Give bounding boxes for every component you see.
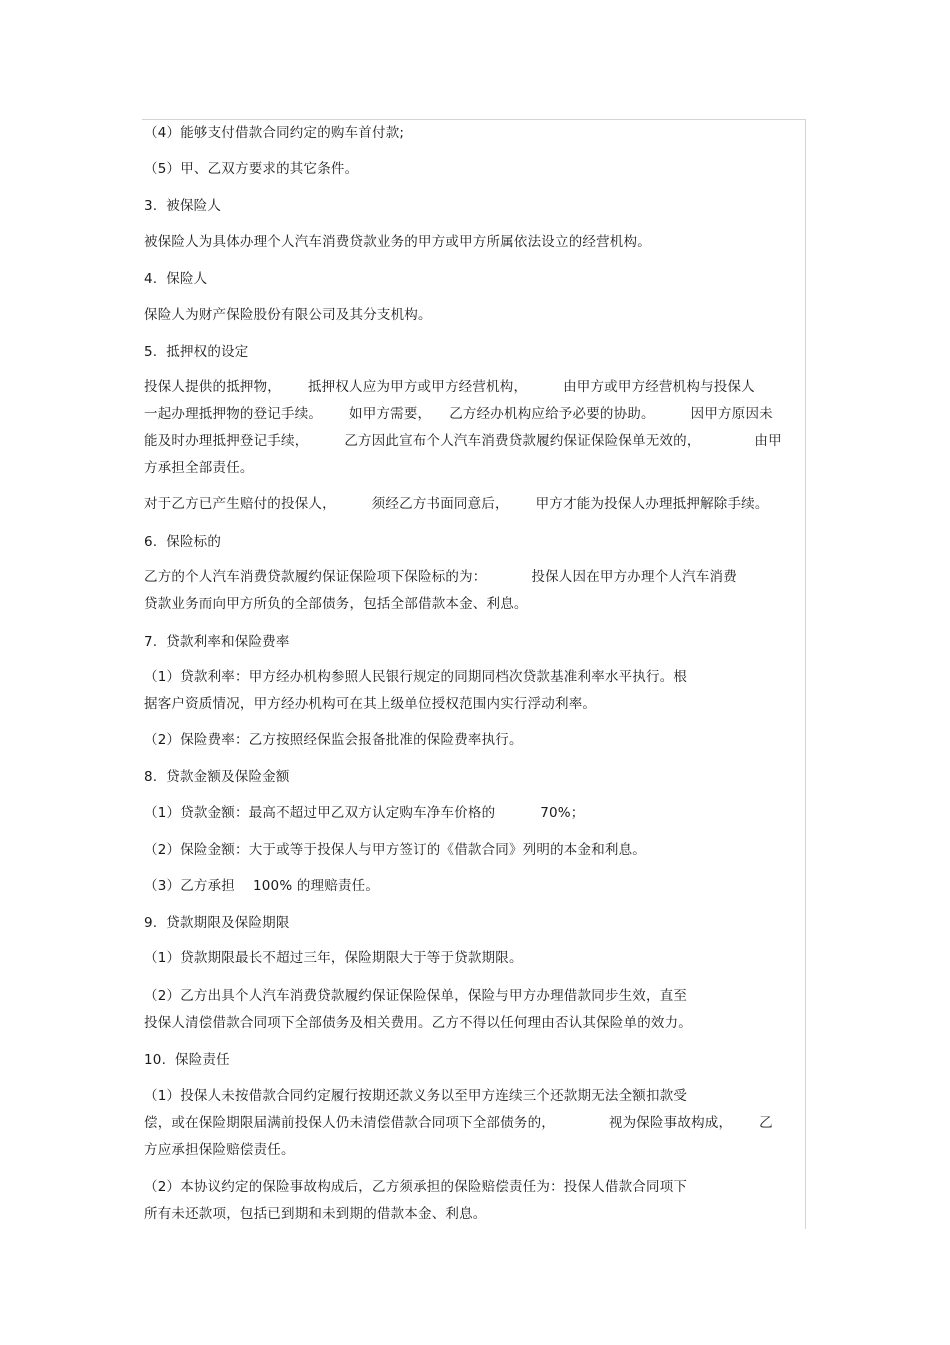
text-line: （5）甲、乙双方要求的其它条件。 bbox=[144, 161, 359, 177]
text-line: 贷款业务而向甲方所负的全部债务，包括全部借款本金、利息。 bbox=[144, 596, 528, 612]
text-line: 据客户资质情况，甲方经办机构可在其上级单位授权范围内实行浮动利率。 bbox=[144, 696, 597, 712]
text-line: 所有未还款项，包括已到期和未到期的借款本金、利息。 bbox=[144, 1206, 487, 1222]
text-line: 乙方的个人汽车消费贷款履约保证保险项下保险标的为： 投保人因在甲方办理个人汽车消费 bbox=[144, 569, 737, 585]
text-line: （2）乙方出具个人汽车消费贷款履约保证保险保单，保险与甲方办理借款同步生效，直至 bbox=[144, 988, 688, 1004]
text-line: （1）投保人未按借款合同约定履行按期还款义务以至甲方连续三个还款期无法全额扣款受 bbox=[144, 1088, 688, 1104]
text-line: 方承担全部责任。 bbox=[144, 460, 254, 476]
text-line: 被保险人为具体办理个人汽车消费贷款业务的甲方或甲方所属依法设立的经营机构。 bbox=[144, 234, 651, 250]
section-heading: 3. 被保险人 bbox=[144, 198, 222, 214]
text-line: 投保人清偿借款合同项下全部债务及相关费用。乙方不得以任何理由否认其保险单的效力。 bbox=[144, 1015, 692, 1031]
text-line: 保险人为财产保险股份有限公司及其分支机构。 bbox=[144, 307, 432, 323]
text-line: （1）贷款期限最长不超过三年，保险期限大于等于贷款期限。 bbox=[144, 950, 523, 966]
text-line: 一起办理抵押物的登记手续。 如甲方需要， 乙方经办机构应给予必要的协助。 因甲方原因未 bbox=[144, 406, 773, 422]
section-heading: 9. 贷款期限及保险期限 bbox=[144, 915, 290, 931]
text-line: 能及时办理抵押登记手续， 乙方因此宣布个人汽车消费贷款履约保证保险保单无效的， 由甲 bbox=[144, 433, 782, 449]
text-line: （3）乙方承担 100% 的理赔责任。 bbox=[144, 878, 380, 894]
section-heading: 6. 保险标的 bbox=[144, 534, 222, 550]
text-line: 投保人提供的抵押物， 抵押权人应为甲方或甲方经营机构， 由甲方或甲方经营机构与投保人 bbox=[144, 379, 755, 395]
section-heading: 5. 抵押权的设定 bbox=[144, 344, 249, 360]
text-line: （1）贷款金额：最高不超过甲乙双方认定购车净车价格的 70%； bbox=[144, 805, 585, 821]
text-line: （2）保险费率：乙方按照经保监会报备批准的保险费率执行。 bbox=[144, 732, 523, 748]
section-heading: 7. 贷款利率和保险费率 bbox=[144, 634, 290, 650]
text-line: （2）保险金额：大于或等于投保人与甲方签订的《借款合同》列明的本金和利息。 bbox=[144, 842, 646, 858]
text-line: （2）本协议约定的保险事故构成后，乙方须承担的保险赔偿责任为：投保人借款合同项下 bbox=[144, 1179, 688, 1195]
text-line: 偿，或在保险期限届满前投保人仍未清偿借款合同项下全部债务的， 视为保险事故构成， 乙 bbox=[144, 1115, 773, 1131]
text-line: （1）贷款利率：甲方经办机构参照人民银行规定的同期同档次贷款基准利率水平执行。根 bbox=[144, 669, 688, 685]
section-heading: 8. 贷款金额及保险金额 bbox=[144, 769, 290, 785]
section-heading: 10. 保险责任 bbox=[144, 1052, 230, 1068]
text-line: （4）能够支付借款合同约定的购车首付款; bbox=[144, 125, 405, 141]
section-heading: 4. 保险人 bbox=[144, 271, 208, 287]
text-line: 对于乙方已产生赔付的投保人， 须经乙方书面同意后， 甲方才能为投保人办理抵押解除手续。 bbox=[144, 496, 769, 512]
text-line: 方应承担保险赔偿责任。 bbox=[144, 1142, 295, 1158]
